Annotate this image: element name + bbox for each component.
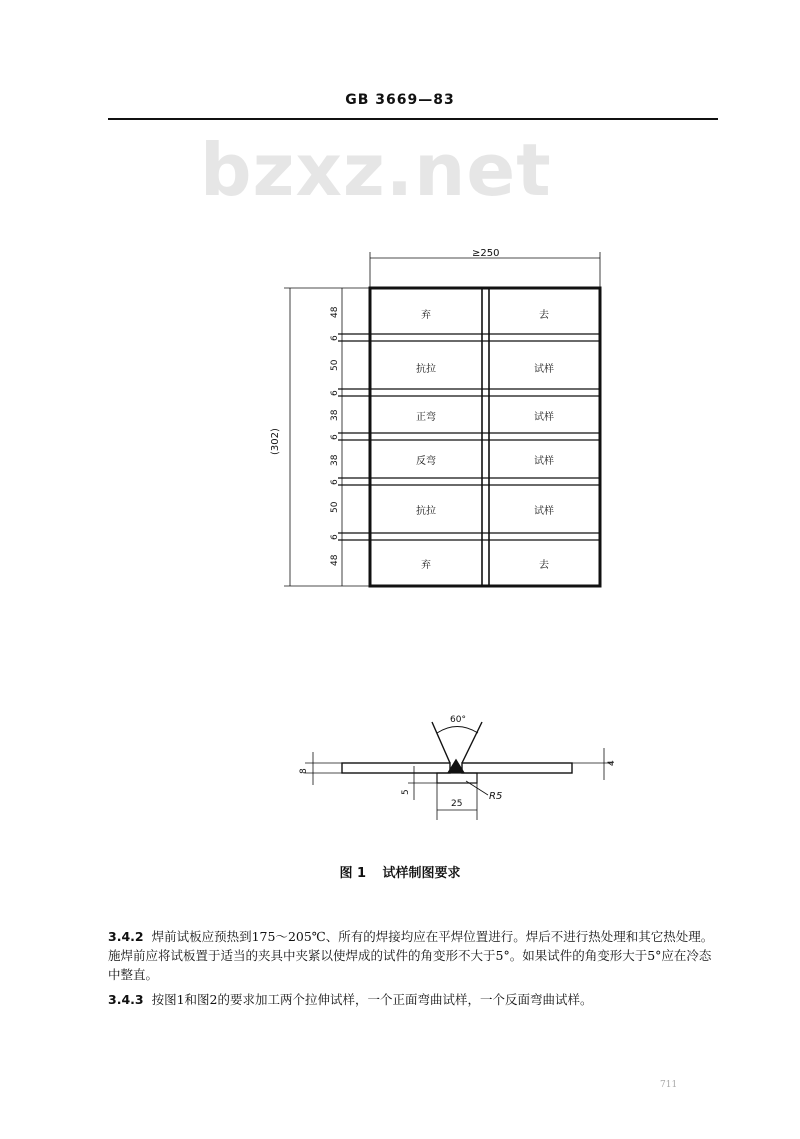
cell-r2-right: 试样 [534,412,554,423]
cut-strips [338,334,600,540]
cell-r4-right: 试样 [534,506,554,517]
cell-r5-right: 去 [539,560,549,571]
strip-dim-3: 6 [330,390,340,396]
strip-dim-2: 50 [330,359,340,371]
cell-r3-left: 反弯 [416,456,436,467]
watermark: bzxz.net [200,128,552,212]
cell-r1-right: 试样 [534,364,554,375]
section-3-4-2 [108,927,720,984]
gap-label: 4 [607,760,617,766]
groove-angle-label: 60° [450,715,466,725]
strip-dim-0: 48 [330,306,340,318]
strip-dim-4: 38 [330,409,340,421]
strip-dim-9: 6 [330,534,340,540]
page-number: 711 [660,1080,678,1090]
section-number: 3.4.3 [108,992,144,1007]
backing-width-label: 25 [451,799,463,809]
height-dim-label: (302) [270,428,281,455]
section-3-4-3 [108,990,720,1009]
section-number: 3.4.2 [108,929,144,944]
cell-r4-left: 抗拉 [416,506,436,517]
figure-caption [0,862,800,881]
cell-r5-left: 弃 [421,560,431,571]
radius-label: R5 [489,791,503,802]
strip-dim-7: 6 [330,479,340,485]
cell-r0-right: 去 [539,310,549,321]
cell-r1-left: 抗拉 [416,364,436,375]
backing-height-label: 5 [401,789,411,795]
section-text: 焊前试板应预热到175～205℃、所有的焊接均应在平焊位置进行。焊后不进行热处理和其它热处理。施焊前应将试板置于适当的夹具中夹紧以使焊成的试件的角变形不大于5°。如果试件的角变形大于5°应在冷态中整直。 [108,929,714,982]
plate-outer [370,288,600,586]
top-dim-label: ≥250 [472,248,500,259]
cell-r0-left: 弃 [421,310,431,321]
strip-dim-8: 50 [330,501,340,513]
strip-dim-1: 6 [330,335,340,341]
strip-dim-6: 38 [330,454,340,466]
plate-thickness-label: 8 [299,768,309,774]
cell-r2-left: 正弯 [416,412,436,423]
strip-dim-10: 48 [330,554,340,566]
section-text: 按图1和图2的要求加工两个拉伸试样，一个正面弯曲试样，一个反面弯曲试样。 [151,992,593,1007]
standard-number: GB 3669—83 [345,92,455,108]
figure-caption-label: 图 1 [339,866,367,881]
figure-caption-title: 试样制图要求 [382,866,461,881]
strip-dim-5: 6 [330,434,340,440]
cell-r3-right: 试样 [534,456,554,467]
